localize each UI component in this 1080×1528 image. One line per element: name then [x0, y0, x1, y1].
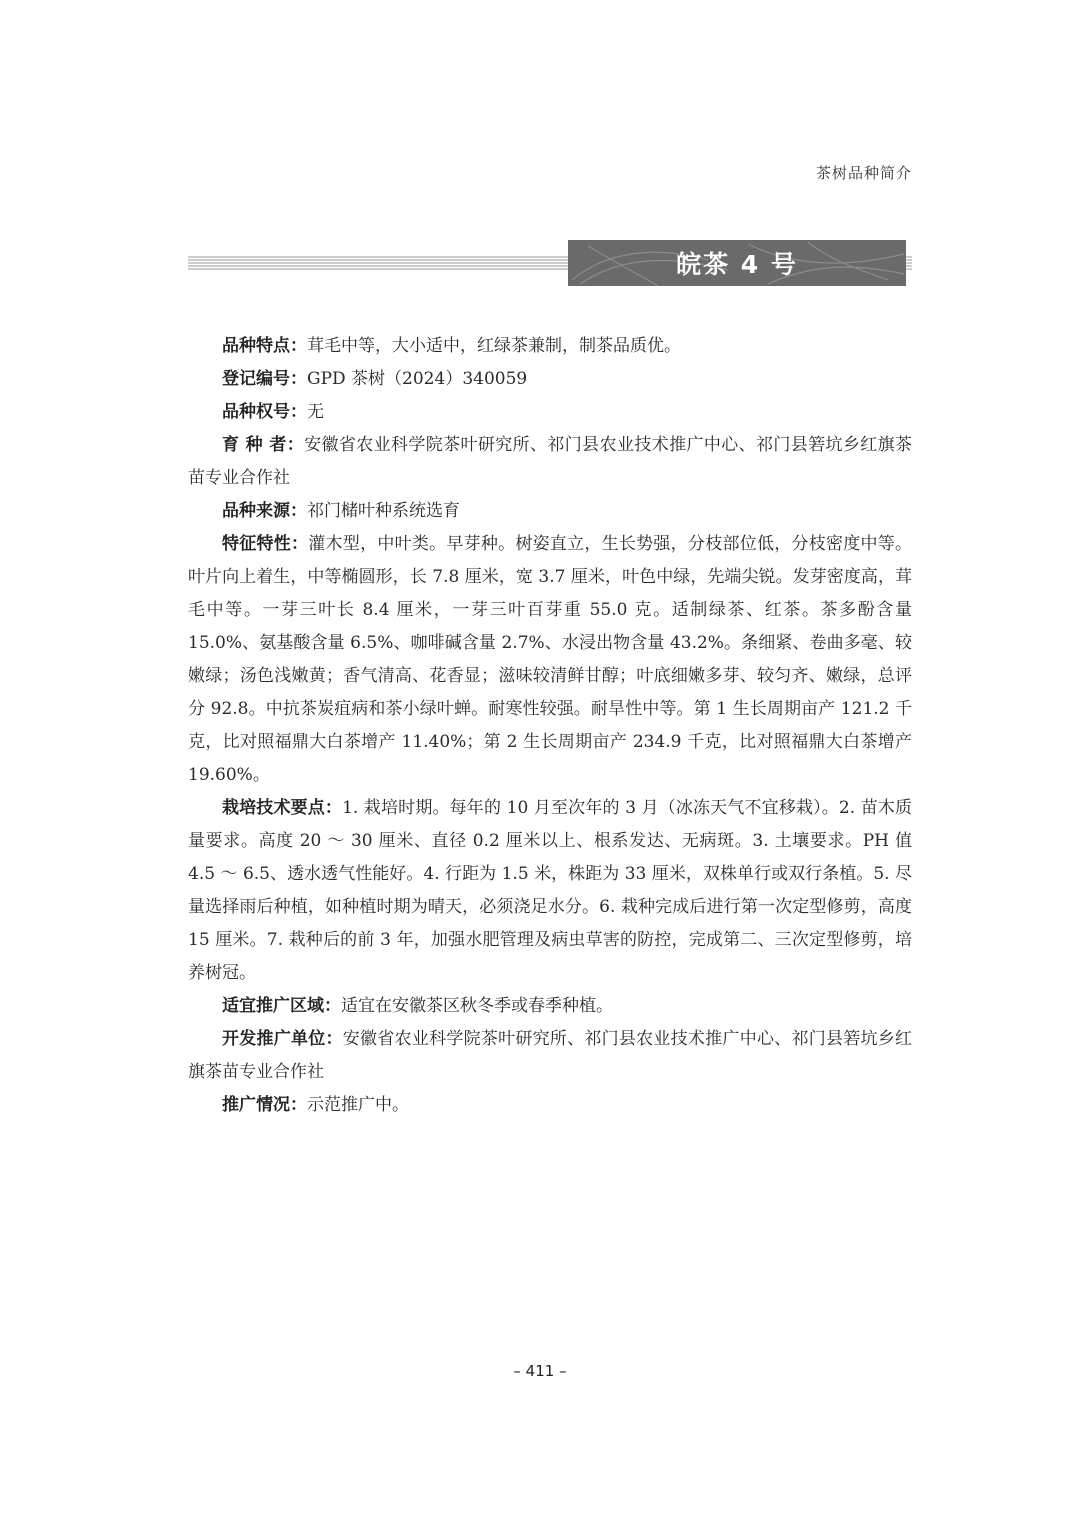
entry-variety-rights-number [188, 396, 912, 429]
entry-suitable-region [188, 990, 912, 1023]
entry-variety-origin [188, 495, 912, 528]
entry-registration-number [188, 363, 912, 396]
running-header: 茶树品种简介 [815, 164, 912, 182]
entry-label: 适宜推广区域： [222, 996, 341, 1016]
entry-label: 品种权号： [222, 402, 307, 422]
entry-text: 适宜在安徽茶区秋冬季或春季种植。 [341, 996, 613, 1016]
entry-text: 无 [307, 402, 324, 422]
page-number: – 411 – [513, 1362, 567, 1380]
entry-text: 1. 栽培时期。每年的 10 月至次年的 3 月（冰冻天气不宜移栽）。2. 苗木质量要求。高度 20 ～ 30 厘米、直径 0.2 厘米以上、根系发达、无病斑。3. 土壤要求。PH 值 4.5 ～ 6.5、透水透气性能好。4. 行距为 1.5 米，株距为 33 厘米，双株单行或双行条植。5. 尽量选择雨后种植，如种植时期为晴天，必须浇足水分。6. 栽种完成后进行第一次定型修剪，高度 15 厘米。7. 栽种后的前 3 年，加强水肥管理及病虫草害的防控，完成第二、三次定型修剪，培养树冠。 [188, 798, 913, 983]
title-band [188, 240, 912, 286]
entry-label: 登记编号： [222, 369, 307, 389]
entry-cultivation-points [188, 792, 912, 990]
entry-label: 品种特点： [222, 336, 307, 356]
entry-text: GPD 茶树（2024）340059 [307, 369, 528, 389]
variety-title: 皖茶 4 号 [676, 250, 798, 279]
entry-breeder [188, 429, 912, 495]
entry-text: 茸毛中等，大小适中，红绿茶兼制，制茶品质优。 [307, 336, 681, 356]
entry-variety-features [188, 330, 912, 363]
entry-label: 栽培技术要点： [222, 798, 343, 818]
entry-promotion-status [188, 1089, 912, 1122]
entry-text: 示范推广中。 [307, 1095, 409, 1115]
entry-label: 育 种 者： [222, 435, 305, 455]
entry-label: 开发推广单位： [222, 1029, 343, 1049]
entry-text: 灌木型，中叶类。早芽种。树姿直立，生长势强，分枝部位低，分枝密度中等。叶片向上着生，中等椭圆形，长 7.8 厘米，宽 3.7 厘米，叶色中绿，先端尖锐。发芽密度高，茸毛中等。一芽三叶长 8.4 厘米，一芽三叶百芽重 55.0 克。适制绿茶、红茶。茶多酚含量 15.0%、氨基酸含量 6.5%、咖啡碱含量 2.7%、水浸出物含量 43.2%。条细紧、卷曲多毫、较嫩绿；汤色浅嫩黄；香气清高、花香显；滋味较清鲜甘醇；叶底细嫩多芽、较匀齐、嫩绿，总评分 92.8。中抗茶炭疽病和茶小绿叶蝉。耐寒性较强。耐旱性中等。第 1 生长周期亩产 121.2 千克，比对照福鼎大白茶增产 11.40%；第 2 生长周期亩产 234.9 千克，比对照福鼎大白茶增产 19.60%。 [188, 534, 913, 785]
entry-text: 祁门槠叶种系统选育 [307, 501, 460, 521]
entry-characteristics [188, 528, 912, 792]
entry-promotion-units [188, 1023, 912, 1089]
entry-list [188, 330, 912, 1122]
entry-label: 特征特性： [222, 534, 309, 554]
entry-text: 安徽省农业科学院茶叶研究所、祁门县农业技术推广中心、祁门县箬坑乡红旗茶苗专业合作社 [188, 1029, 913, 1082]
entry-label: 品种来源： [222, 501, 307, 521]
entry-text: 安徽省农业科学院茶叶研究所、祁门县农业技术推广中心、祁门县箬坑乡红旗茶苗专业合作社 [188, 435, 913, 488]
entry-label: 推广情况： [222, 1095, 307, 1115]
